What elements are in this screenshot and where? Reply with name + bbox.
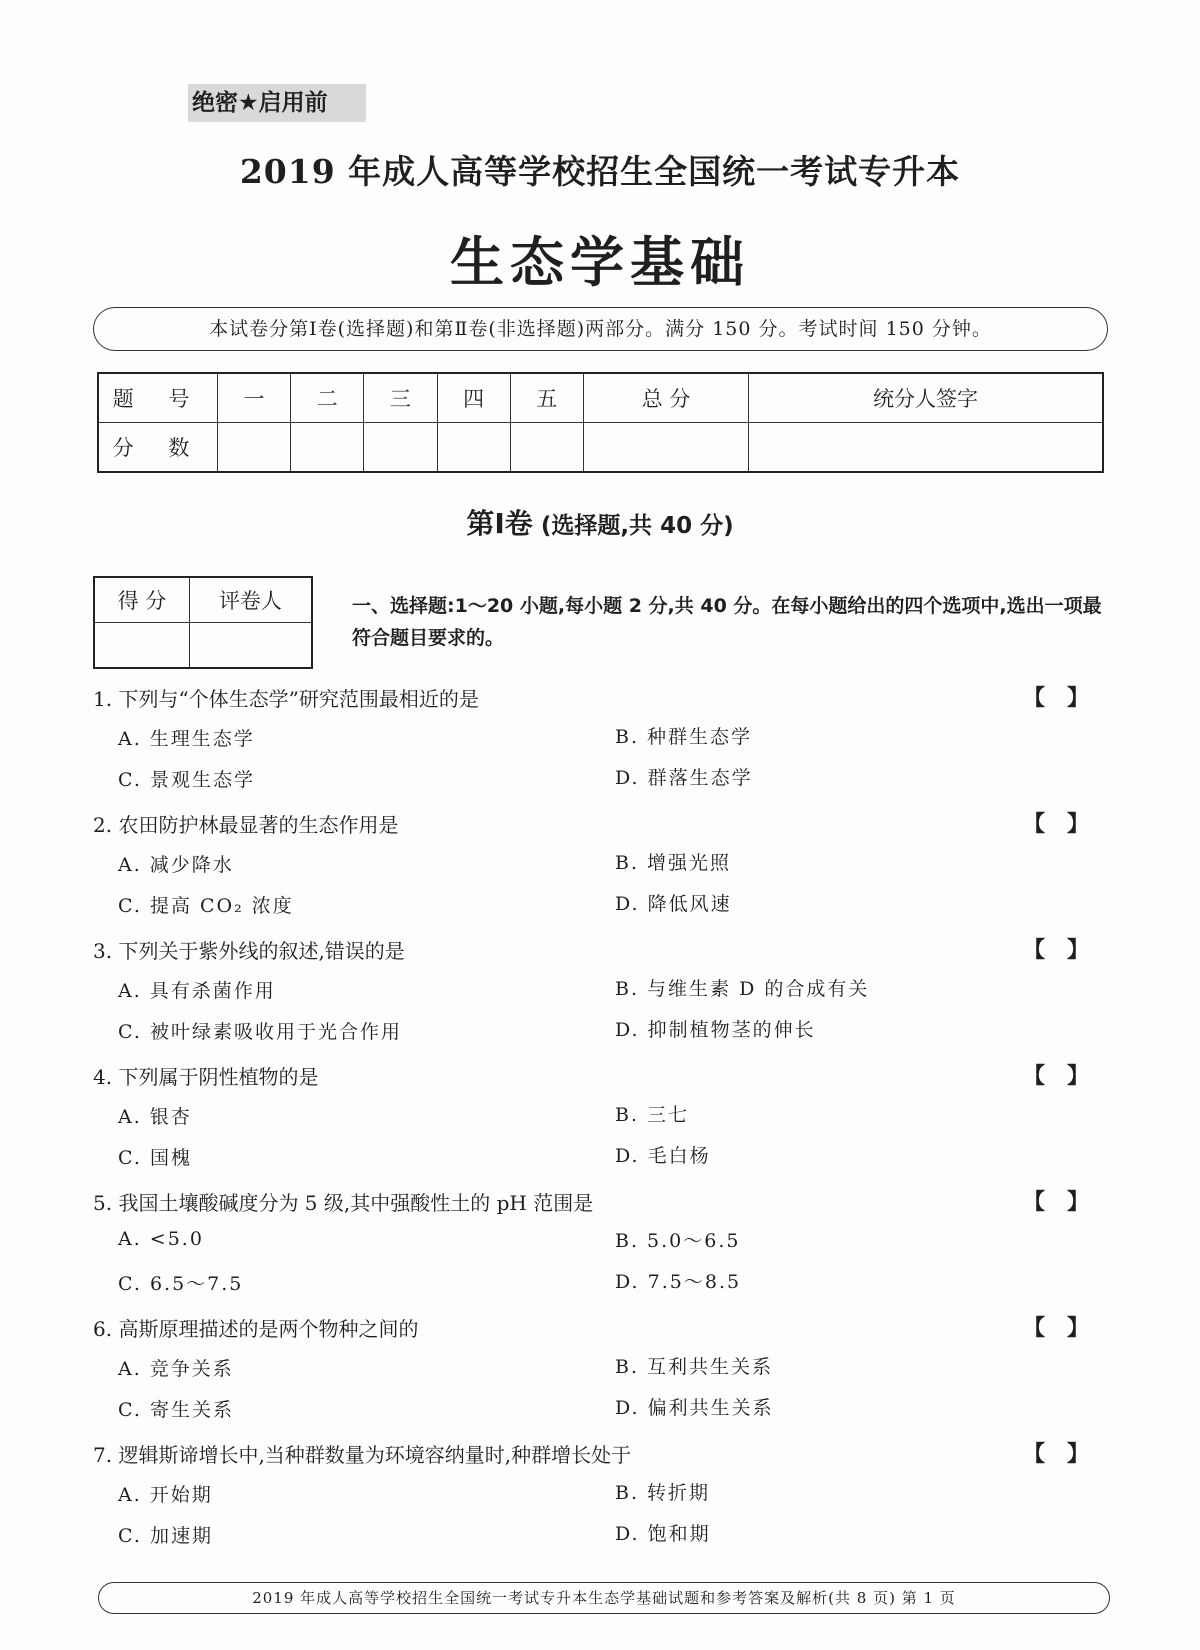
option-b: B. 三七 [615, 1104, 690, 1126]
question-stem: 4. 下列属于阴性植物的是 [93, 1065, 319, 1089]
answer-bracket: 【】 [1022, 1064, 1111, 1089]
question-stem: 5. 我国土壤酸碱度分为 5 级,其中强酸性土的 pH 范围是 [93, 1191, 594, 1215]
option-a: A. 银杏 [118, 1106, 192, 1128]
page-footer: 2019 年成人高等学校招生全国统一考试专升本生态学基础试题和参考答案及解析(共 8 页) 第 1 页 [98, 1582, 1110, 1614]
score-col-5: 五 [510, 373, 583, 423]
option-d: D. 群落生态学 [615, 767, 753, 789]
question-item [93, 935, 1113, 1061]
option-c: C. 6.5～7.5 [118, 1273, 244, 1295]
option-c: C. 提高 CO₂ 浓度 [118, 895, 294, 917]
option-a: A. 开始期 [118, 1484, 213, 1506]
score-col-4: 四 [437, 373, 510, 423]
option-c: C. 景观生态学 [118, 769, 255, 791]
question-stem: 3. 下列关于紫外线的叙述,错误的是 [93, 939, 405, 963]
option-b: B. 种群生态学 [615, 726, 753, 748]
option-c: C. 国槐 [118, 1147, 192, 1169]
section-title-main: 第Ⅰ卷 [466, 507, 533, 540]
grader-table [93, 576, 313, 669]
exam-notice: 本试卷分第Ⅰ卷(选择题)和第Ⅱ卷(非选择题)两部分。满分 150 分。考试时间 150 分钟。 [93, 307, 1108, 351]
score-col-2: 二 [291, 373, 364, 423]
answer-bracket: 【】 [1022, 1316, 1111, 1341]
question-item [93, 1187, 1113, 1313]
option-c: C. 加速期 [118, 1525, 213, 1547]
option-c: C. 寄生关系 [118, 1399, 234, 1421]
grader-score-cell [94, 623, 189, 669]
score-cell [218, 423, 291, 473]
option-b: B. 5.0～6.5 [615, 1230, 741, 1252]
secret-label: 绝密★启用前 [188, 84, 366, 122]
grader-score-label: 得 分 [94, 577, 189, 623]
score-table-header-row [98, 373, 1103, 423]
section-instruction: 一、选择题:1～20 小题,每小题 2 分,共 40 分。在每小题给出的四个选项中,选出一项最符合题目要求的。 [352, 595, 1102, 649]
option-d: D. 毛白杨 [615, 1145, 711, 1167]
section-title [0, 502, 1200, 542]
question-item [93, 1313, 1113, 1439]
answer-bracket: 【】 [1022, 812, 1111, 837]
option-c: C. 被叶绿素吸收用于光合作用 [118, 1021, 402, 1043]
score-col-1: 一 [218, 373, 291, 423]
grader-name-label: 评卷人 [189, 577, 312, 623]
question-item [93, 1061, 1113, 1187]
option-a: A. 生理生态学 [118, 728, 255, 750]
option-d: D. 饱和期 [615, 1523, 711, 1545]
score-col-signature: 统分人签字 [749, 373, 1103, 423]
option-b: B. 转折期 [615, 1482, 711, 1504]
subject-title: 生态学基础 [450, 231, 750, 294]
option-a: A. 竞争关系 [118, 1358, 234, 1380]
question-item [93, 809, 1113, 935]
question-stem: 6. 高斯原理描述的是两个物种之间的 [93, 1317, 419, 1341]
option-b: B. 互利共生关系 [615, 1356, 774, 1378]
grader-name-cell [189, 623, 312, 669]
answer-bracket: 【】 [1022, 686, 1111, 711]
question-stem: 2. 农田防护林最显著的生态作用是 [93, 813, 399, 837]
option-b: B. 与维生素 D 的合成有关 [615, 978, 870, 1000]
answer-bracket: 【】 [1022, 1190, 1111, 1215]
answer-bracket: 【】 [1022, 1442, 1111, 1467]
option-d: D. 偏利共生关系 [615, 1397, 774, 1419]
question-item [93, 1439, 1113, 1565]
question-stem: 7. 逻辑斯谛增长中,当种群数量为环境容纳量时,种群增长处于 [93, 1443, 632, 1467]
score-col-total: 总 分 [583, 373, 748, 423]
score-table-value-row [98, 423, 1103, 473]
score-table [97, 372, 1104, 473]
option-b: B. 增强光照 [615, 852, 732, 874]
option-d: D. 7.5～8.5 [615, 1271, 742, 1293]
option-a: A. <5.0 [118, 1228, 204, 1250]
option-d: D. 抑制植物茎的伸长 [615, 1019, 816, 1041]
option-d: D. 降低风速 [615, 893, 732, 915]
score-table-row2-head: 分 数 [98, 423, 218, 473]
score-cell [749, 423, 1103, 473]
option-a: A. 具有杀菌作用 [118, 980, 276, 1002]
question-stem: 1. 下列与“个体生态学”研究范围最相近的是 [93, 687, 479, 711]
question-item [93, 683, 1113, 809]
section-title-sub: (选择题,共 40 分) [540, 513, 734, 539]
score-cell [510, 423, 583, 473]
score-cell [291, 423, 364, 473]
score-cell [583, 423, 748, 473]
score-cell [437, 423, 510, 473]
answer-bracket: 【】 [1022, 938, 1111, 963]
exam-title: 2019 年成人高等学校招生全国统一考试专升本 [239, 152, 961, 191]
score-table-row1-head: 题 号 [98, 373, 218, 423]
score-col-3: 三 [364, 373, 437, 423]
option-a: A. 减少降水 [118, 854, 234, 876]
score-cell [364, 423, 437, 473]
question-list [93, 683, 1113, 1565]
